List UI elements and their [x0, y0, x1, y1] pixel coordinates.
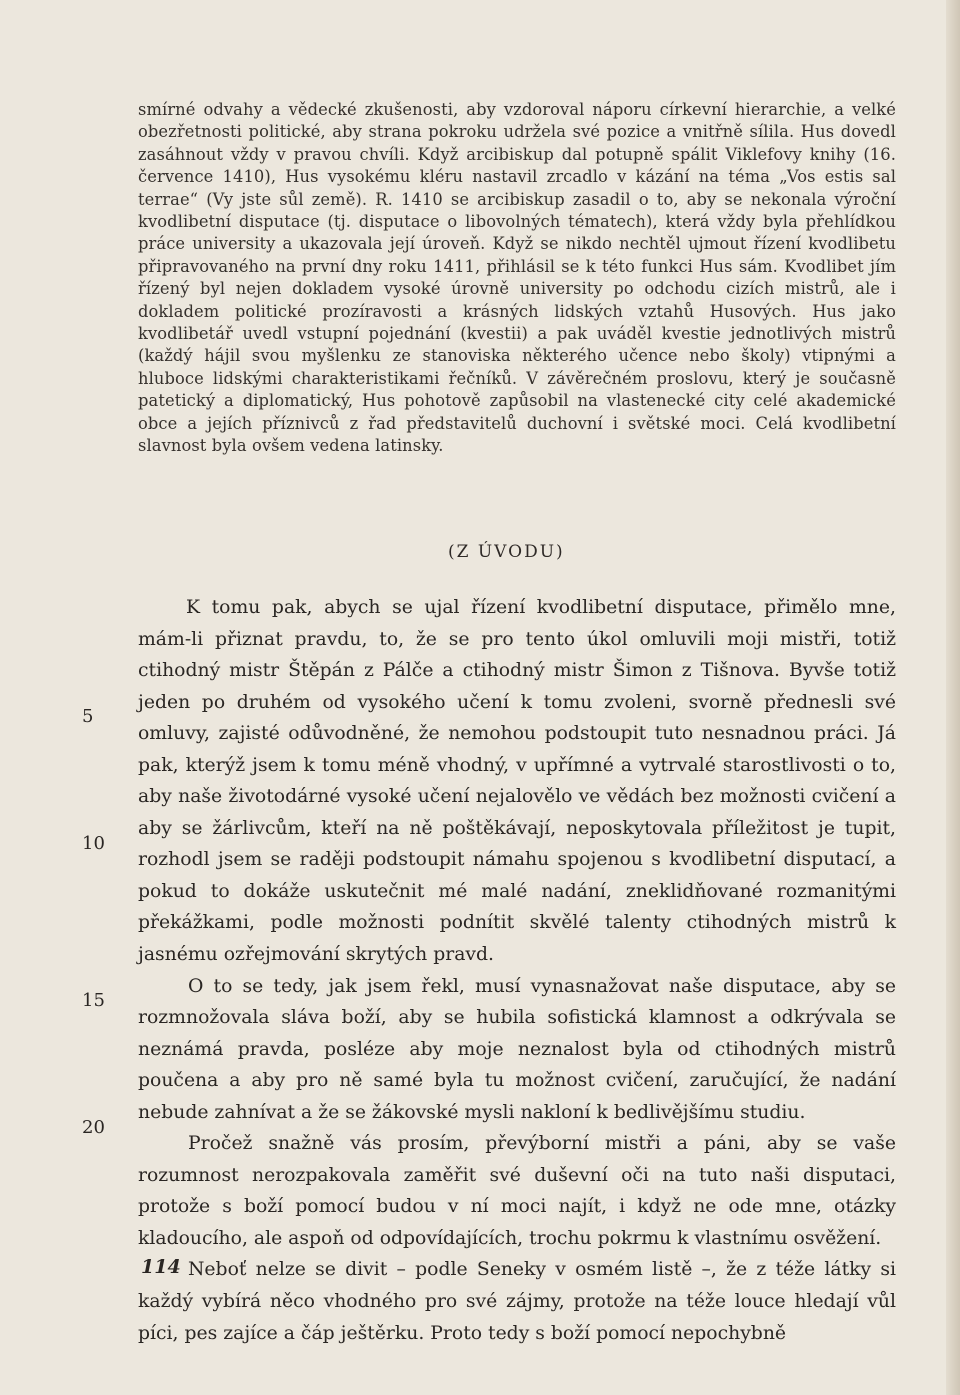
intro-paragraph: smírné odvahy a vědecké zkušenosti, aby vzdoroval náporu církevní hierarchie, a velké obezřetnosti politické, aby strana pokroku udržela své pozice a vnitřně sílila. Hus dovedl zasáhnout vždy v pravou chvíli. Když arcibiskup dal potupně spálit Viklefovy knihy (16. července 1410), Hus vysokému kléru nastavil zrcadlo v kázání na téma „Vos estis sal terrae“ (Vy jste sůl země). R. 1410 se arcibiskup zasadil o to, aby se nekonala výroční kvodlibetní disputace (tj. disputace o libovolných tématech), která vždy byla přehlídkou práce university a ukazovala její úroveň. Když se nikdo nechtěl ujmout řízení kvodlibetu připravovaného na první dny roku 1411, přihlásil se k této funkci Hus sám. Kvodlibet jím řízený byl nejen dokladem vysoké úrovně university po odchodu cizích mistrů, ale i dokladem politické prozíravosti a krásných lidských vztahů Husových. Hus jako kvodlibetář uvedl vstupní pojednání (kvestii) a pak uváděl kvestie jednotlivých mistrů (každý hájil svou myšlenku ze stanoviska některého učence nebo školy) vtipnými a hluboce lidskými charakteristikami řečníků. V závěrečném proslovu, který je současně patetický a diplomatický, Hus pohotově zapůsobil na vlastenecké city celé akademické obce a jejích příznivců z řad představitelů duchovní i světské moci. Celá kvodlibetní slavnost byla ovšem vedena latinsky. — [138, 100, 896, 456]
page-edge-shadow — [946, 0, 960, 1395]
line-number: 10 — [82, 833, 105, 854]
main-text — [138, 592, 896, 1349]
paragraph: O to se tedy, jak jsem řekl, musí vynasnažovat naše disputace, aby se rozmnožovala sláva boží, aby se hubila sofistická klamnost a odkrývala se neznámá pravda, posléze aby moje neznalost byla od ctihodných mistrů poučena a aby pro ně samé byla tu možnost cvičení, zaručující, že nadání nebude zahnívat a že se žákovské mysli nakloní k bedlivějšímu studiu. — [138, 975, 896, 1123]
line-number: 5 — [82, 706, 94, 727]
paragraph: K tomu pak, abych se ujal řízení kvodlibetní disputace, přimělo mne, mám-li přiznat pravdu, to, že se pro tento úkol omluvili moji mistři, totiž ctihodný mistr Štěpán z Pálče a ctihodný mistr Šimon z Tišnova. Byvše totiž jeden po druhém od vysokého učení k tomu zvoleni, svorně přednesli své omluvy, zajisté odůvodněné, že nemohou podstoupit tuto nesnadnou práci. Já pak, kterýž jsem k tomu méně vhodný, v upřímné a vytrvalé starostlivosti o to, aby naše životodárné vysoké učení nejalovělo ve vědách bez možnosti cvičení a aby se žárlivcům, kteří na ně poštěkávají, neposkytovala příležitost je tupit, rozhodl jsem se raději podstoupit námahu spojenou s kvodlibetní disputací, a pokud to dokáže uskutečnit mé malé nadání, zneklidňované rozmanitými překážkami, podle možnosti podnítit skvělé talenty ctihodných mistrů k jasnému ozřejmování skrytých pravd. — [138, 597, 896, 966]
line-number: 20 — [82, 1117, 105, 1138]
page-number: 114 — [141, 1256, 181, 1278]
paragraph: Pročež snažně vás prosím, převýborní mistři a páni, aby se vaše rozumnost nerozpakovala zaměřit své duševní oči na tuto naši disputaci, protože s boží pomocí budou v ní moci najít, i když ne ode mne, otázky kladoucího, ale aspoň od odpovídajících, trochu pokrmu k vlastnímu osvěžení. — [138, 1133, 896, 1249]
section-heading: (Z ÚVODU) — [448, 542, 565, 562]
line-number: 15 — [82, 990, 105, 1011]
paragraph: Neboť nelze se divit – podle Seneky v osmém listě –, že z téže látky si každý vybírá něco vhodného pro své zájmy, protože na téže louce hledají vůl píci, pes zajíce a čáp ještěrku. Proto tedy s boží pomocí nepochybně — [138, 1259, 896, 1344]
